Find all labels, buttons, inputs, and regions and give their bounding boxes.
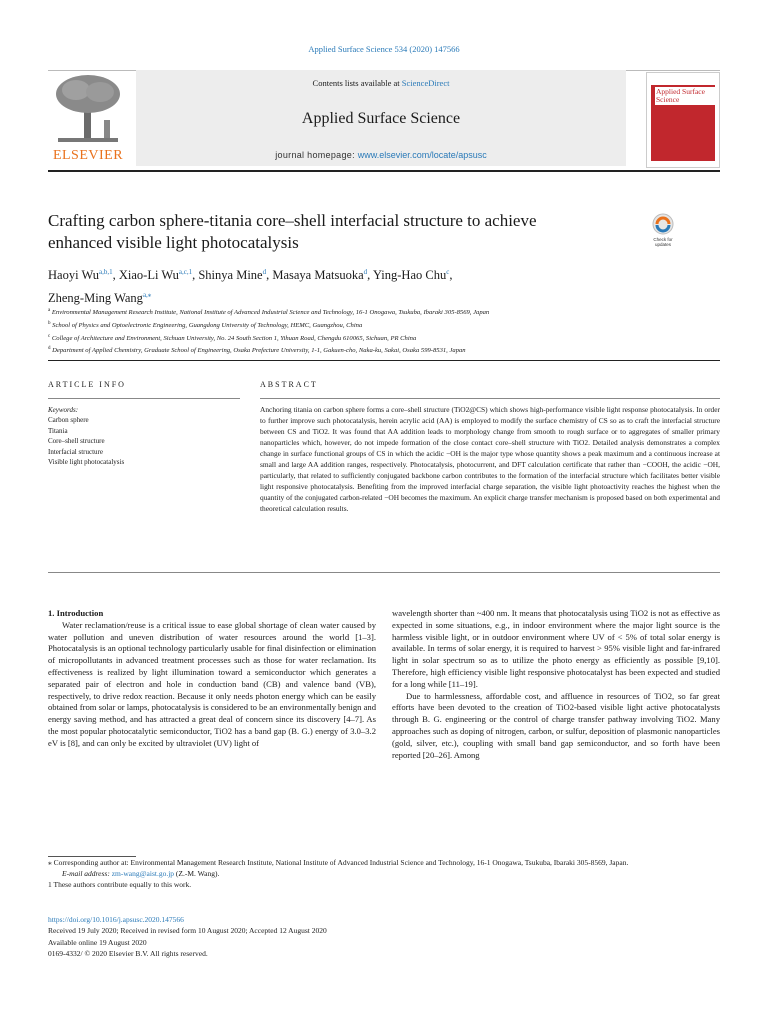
email-link[interactable]: zm-wang@aist.go.jp	[111, 868, 175, 878]
contents-prefix: Contents lists available at	[312, 78, 402, 88]
copyright: 0169-4332/ © 2020 Elsevier B.V. All rights reserved.	[48, 949, 208, 959]
body-paragraph: Due to harmlessness, affordable cost, and affluence in resources of TiO2, so far great efforts have been devoted to the creation of TiO2-based visible light active photocatalysts through B. G. engineering or the control of charge transfer pathway involving TiO2. Many approaches such as doping of nitrogen, carbon, or sulfur, deposition of plasmonic nanoparticles (gold, silver, etc.), coupling with small band gap semiconductor, and so forth have been reported [20–26]. Among	[392, 690, 720, 760]
header-bottom-rule	[48, 170, 720, 172]
article-info-heading: ARTICLE INFO	[48, 380, 126, 389]
sciencedirect-link[interactable]: ScienceDirect	[401, 78, 450, 88]
svg-text:updates: updates	[654, 242, 672, 247]
title-line-2: enhanced visible light photocatalysis	[48, 233, 299, 252]
body-paragraph: Water reclamation/reuse is a critical issue to ease global shortage of clean water caused by water pollution and uneven distribution of water resources around the world [1–3]. Photocatalysis is an optional technology particularly usable for final disinfection or elimination of micropollutants in advanced treatment processes such as those for water reclamation. Its effectiveness is realized by light illumination toward a semiconductor which generates a separated pair of electron and hole in conduction band (CB) and valence band (VB), respectively, to drive redox reaction. Because it only needs photon energy which can be easily obtained from solar or lamps, photocatalysis is considered to be an environmentally benign and energy saving method, and has attracted a great deal of concern since its discovery [4–7]. As the most popular photocatalytic semiconductor, TiO2 has a band gap (B. G.) energy of 3.0–3.2 eV is [8], and can only be excited by ultraviolet (UV) light of	[48, 619, 376, 748]
section-heading: 1. Introduction	[48, 608, 104, 618]
article-title	[48, 210, 608, 254]
svg-text:Check for: Check for	[653, 237, 673, 242]
abstract-bottom-rule	[48, 572, 720, 573]
affiliation: $^a$ Environmental Management Research Institute, National Institute of Advanced Industrial Science and Technology, 16-1 Onogawa, Tsukuba, Ibaraki 305-8569, Japan	[48, 308, 490, 317]
doi-link[interactable]: https://doi.org/10.1016/j.apsusc.2020.147566	[48, 915, 184, 924]
affiliations	[48, 306, 720, 357]
body-column-right	[392, 608, 720, 761]
publisher-wordmark: ELSEVIER	[52, 148, 124, 163]
article-info-rule	[48, 398, 240, 399]
author[interactable]: Zheng-Ming Wang$^{a,⁎}$	[48, 291, 152, 306]
author[interactable]: Xiao-Li Wu$^{a,c,1}$	[118, 268, 193, 283]
check-for-updates-badge[interactable]	[648, 212, 678, 252]
homepage-link[interactable]: www.elsevier.com/locate/apsusc	[357, 150, 487, 160]
author[interactable]: Masaya Matsuoka$^d$	[272, 268, 368, 283]
email-note	[48, 869, 720, 880]
keyword: Carbon sphere	[48, 416, 89, 425]
keyword: Visible light photocatalysis	[48, 458, 125, 467]
footnotes	[48, 858, 720, 890]
journal-homepage	[136, 150, 626, 160]
email-label: E-mail address:	[62, 868, 112, 878]
abstract-heading: ABSTRACT	[260, 380, 318, 389]
journal-citation[interactable]: Applied Surface Science 534 (2020) 147566	[308, 44, 460, 54]
equal-contribution-note: 1 These authors contribute equally to this work.	[48, 879, 192, 889]
keywords-label: Keywords:	[48, 406, 79, 414]
affiliation: $^c$ College of Architecture and Environment, Sichuan University, No. 24 South Section 1, Yihuan Road, Chengdu 610065, Sichuan, PR China	[48, 333, 417, 342]
author[interactable]: Haoyi Wu$^{a,b,1}$	[48, 268, 113, 283]
author-list: Haoyi Wu$^{a,b,1}$, Xiao-Li Wu$^{a,c,1}$, Shinya Mine$^d$, Masaya Matsuoka$^d$, Ying-Hao Chu$^c$, Zheng-Ming Wang$^{a,⁎}$	[48, 268, 453, 306]
footnote-rule	[48, 856, 136, 857]
abstract-text: Anchoring titania on carbon sphere forms a core–shell structure (TiO2@CS) which shows high-performance visible light response photocatalysis. In order to further improve such photocatalysis, herein acrylic acid (AA) is employed to modify the surface chemistry of CS so as to craft the interfacial structure between CS and TiO2. It was found that AA addition leads to morphology change from smooth to rough surface or to aggregates of smaller primary nanoparticles which, however, do not impede formation of the close contact core–shell structure with TiO2. Detailed analysis demonstrates a complex change in surface functional groups of CS in which the acidic −OH is the major type whose quantity shows a peak maximum and a continuous increase at small and large AA addition ranges, respectively. Photocatalysis, photocurrent, and DFT calculation certificate that rather than −COOH, the acidic −OH, particularly, that related to sufficiently conjugated backbone carbon contributes to the formation of the interfacial structure which facilitates better visible light responsive photocatalysis. Benefiting from the improved interfacial charge separation, the visible light photoactivity reaches the highest when the quantity of the conjugated carbon-related −OH becomes the maximum. An explicit charge transfer mechanism is proposed based on both experimental and theoretical calculation results.	[260, 405, 720, 513]
corresponding-author-note: ⁎ Corresponding author at: Environmental Management Research Institute, National Institute of Advanced Industrial Science and Technology, 16-1 Onogawa, Tsukuba, Ibaraki 305-8569, Japan.	[48, 858, 629, 867]
author[interactable]: Ying-Hao Chu$^c$	[372, 268, 450, 283]
affiliation: $^b$ School of Physics and Optoelectronic Engineering, Guangdong University of Technology, HEMC, Guangzhou, China	[48, 320, 363, 329]
online-date: Available online 19 August 2020	[48, 937, 147, 947]
affiliation-rule	[48, 360, 720, 361]
abstract-rule	[260, 398, 720, 399]
cover-title: Applied Surface Science	[655, 87, 717, 105]
journal-name: Applied Surface Science	[301, 110, 461, 127]
keyword: Interfacial structure	[48, 447, 103, 456]
check-for-updates-icon	[648, 212, 678, 252]
affiliation: $^d$ Department of Applied Chemistry, Graduate School of Engineering, Osaka Prefecture University, 1-1, Gakuen-cho, Naka-ku, Sakai, Osaka 599-8531, Japan	[48, 346, 466, 355]
body-column-left	[48, 608, 376, 750]
author[interactable]: Shinya Mine$^d$	[198, 268, 267, 283]
homepage-label: journal homepage:	[275, 150, 358, 160]
email-suffix: (Z.-M. Wang).	[174, 868, 220, 878]
journal-cover-thumbnail[interactable]	[646, 72, 720, 168]
publication-info	[48, 914, 720, 960]
received-dates: Received 19 July 2020; Received in revised form 10 August 2020; Accepted 12 August 2020	[48, 926, 327, 936]
body-paragraph: wavelength shorter than ~400 nm. It means that photocatalysis using TiO2 is not as effective as expected in some situations, e.g., in indoor environment where the major light source is the harmless visible light, or in outdoor environment where UV of < 5% of total solar energy is available. In terms of solar energy, it is required to harvest > 95% visible light and far-infrared light in solar spectrum so as to utilize the photo energy as efficiently as possible [9,10]. Therefore, high efficiency visible light responsive photocatalyst has been expected and studied for a long while [11–19].	[392, 608, 720, 689]
keywords-block	[48, 405, 240, 467]
title-line-1: Crafting carbon sphere-titania core–shell interfacial structure to achieve	[48, 211, 537, 230]
contents-line	[136, 78, 626, 88]
keyword: Core–shell structure	[48, 437, 105, 446]
keyword: Titania	[48, 426, 68, 435]
